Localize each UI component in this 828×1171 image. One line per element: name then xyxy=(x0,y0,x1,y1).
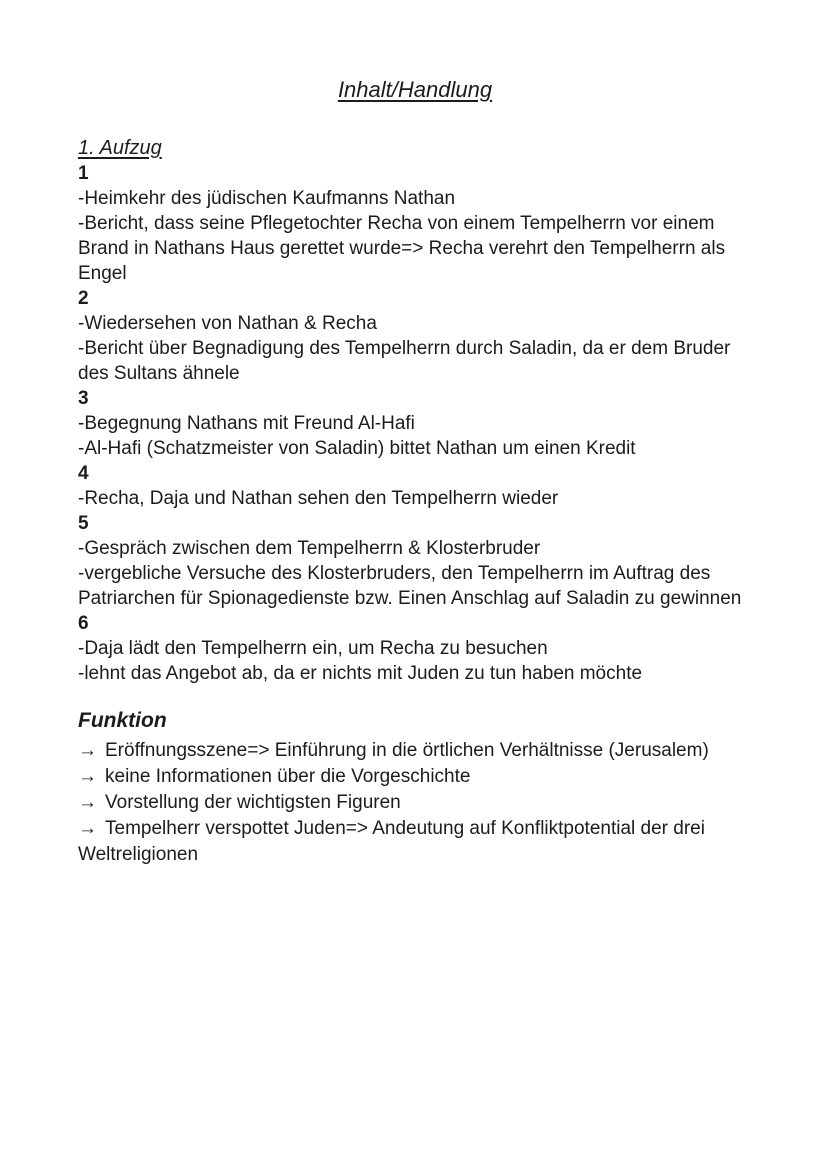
funktion-item-text: Vorstellung der wichtigsten Figuren xyxy=(105,792,401,813)
scene-list xyxy=(78,161,752,686)
scene-line: -Gespräch zwischen dem Tempelherrn & Klosterbruder xyxy=(78,538,541,559)
funktion-section xyxy=(78,708,752,868)
arrow-right-icon: → xyxy=(78,792,97,813)
arrow-right-icon: → xyxy=(78,740,97,761)
act-heading: 1. Aufzug xyxy=(78,137,162,159)
scene-3 xyxy=(78,386,752,461)
funktion-item xyxy=(78,816,752,868)
arrow-right-icon: → xyxy=(78,766,97,787)
scene-1 xyxy=(78,161,752,286)
page-title: Inhalt/Handlung xyxy=(337,77,493,102)
scene-5 xyxy=(78,511,752,611)
scene-number: 4 xyxy=(78,463,89,484)
scene-line: -Begegnung Nathans mit Freund Al-Hafi xyxy=(78,413,415,434)
funktion-item-text: Tempelherr verspottet Juden=> Andeutung auf Konfliktpotential der drei Weltreligionen xyxy=(78,818,705,865)
scene-number: 3 xyxy=(78,388,89,409)
scene-6 xyxy=(78,611,752,686)
scene-line: -Al-Hafi (Schatzmeister von Saladin) bittet Nathan um einen Kredit xyxy=(78,438,636,459)
funktion-item xyxy=(78,790,752,816)
funktion-item-text: Eröffnungsszene=> Einführung in die örtlichen Verhältnisse (Jerusalem) xyxy=(105,740,709,761)
scene-number: 6 xyxy=(78,613,89,634)
funktion-item xyxy=(78,738,752,764)
scene-line: -Daja lädt den Tempelherrn ein, um Recha zu besuchen xyxy=(78,638,548,659)
scene-line: -Bericht über Begnadigung des Tempelherrn durch Saladin, da er dem Bruder des Sultans ähnele xyxy=(78,338,731,384)
funktion-item xyxy=(78,764,752,790)
funktion-heading: Funktion xyxy=(78,709,167,732)
scene-2 xyxy=(78,286,752,386)
scene-line: -lehnt das Angebot ab, da er nichts mit Juden zu tun haben möchte xyxy=(78,663,643,684)
scene-line: -Wiedersehen von Nathan & Recha xyxy=(78,313,377,334)
scene-number: 2 xyxy=(78,288,89,309)
scene-line: -Recha, Daja und Nathan sehen den Tempelherrn wieder xyxy=(78,488,559,509)
scene-4 xyxy=(78,461,752,511)
scene-line: -Bericht, dass seine Pflegetochter Recha von einem Tempelherrn vor einem Brand in Nathans Haus gerettet wurde=> Recha verehrt den Tempelherrn als Engel xyxy=(78,213,726,284)
scene-line: -Heimkehr des jüdischen Kaufmanns Nathan xyxy=(78,188,456,209)
arrow-right-icon: → xyxy=(78,818,97,839)
scene-number: 5 xyxy=(78,513,89,534)
scene-number: 1 xyxy=(78,163,89,184)
funktion-item-text: keine Informationen über die Vorgeschichte xyxy=(105,766,471,787)
scene-line: -vergebliche Versuche des Klosterbruders, den Tempelherrn im Auftrag des Patriarchen für Spionagedienste bzw. Einen Anschlag auf Saladin zu gewinnen xyxy=(78,563,742,609)
